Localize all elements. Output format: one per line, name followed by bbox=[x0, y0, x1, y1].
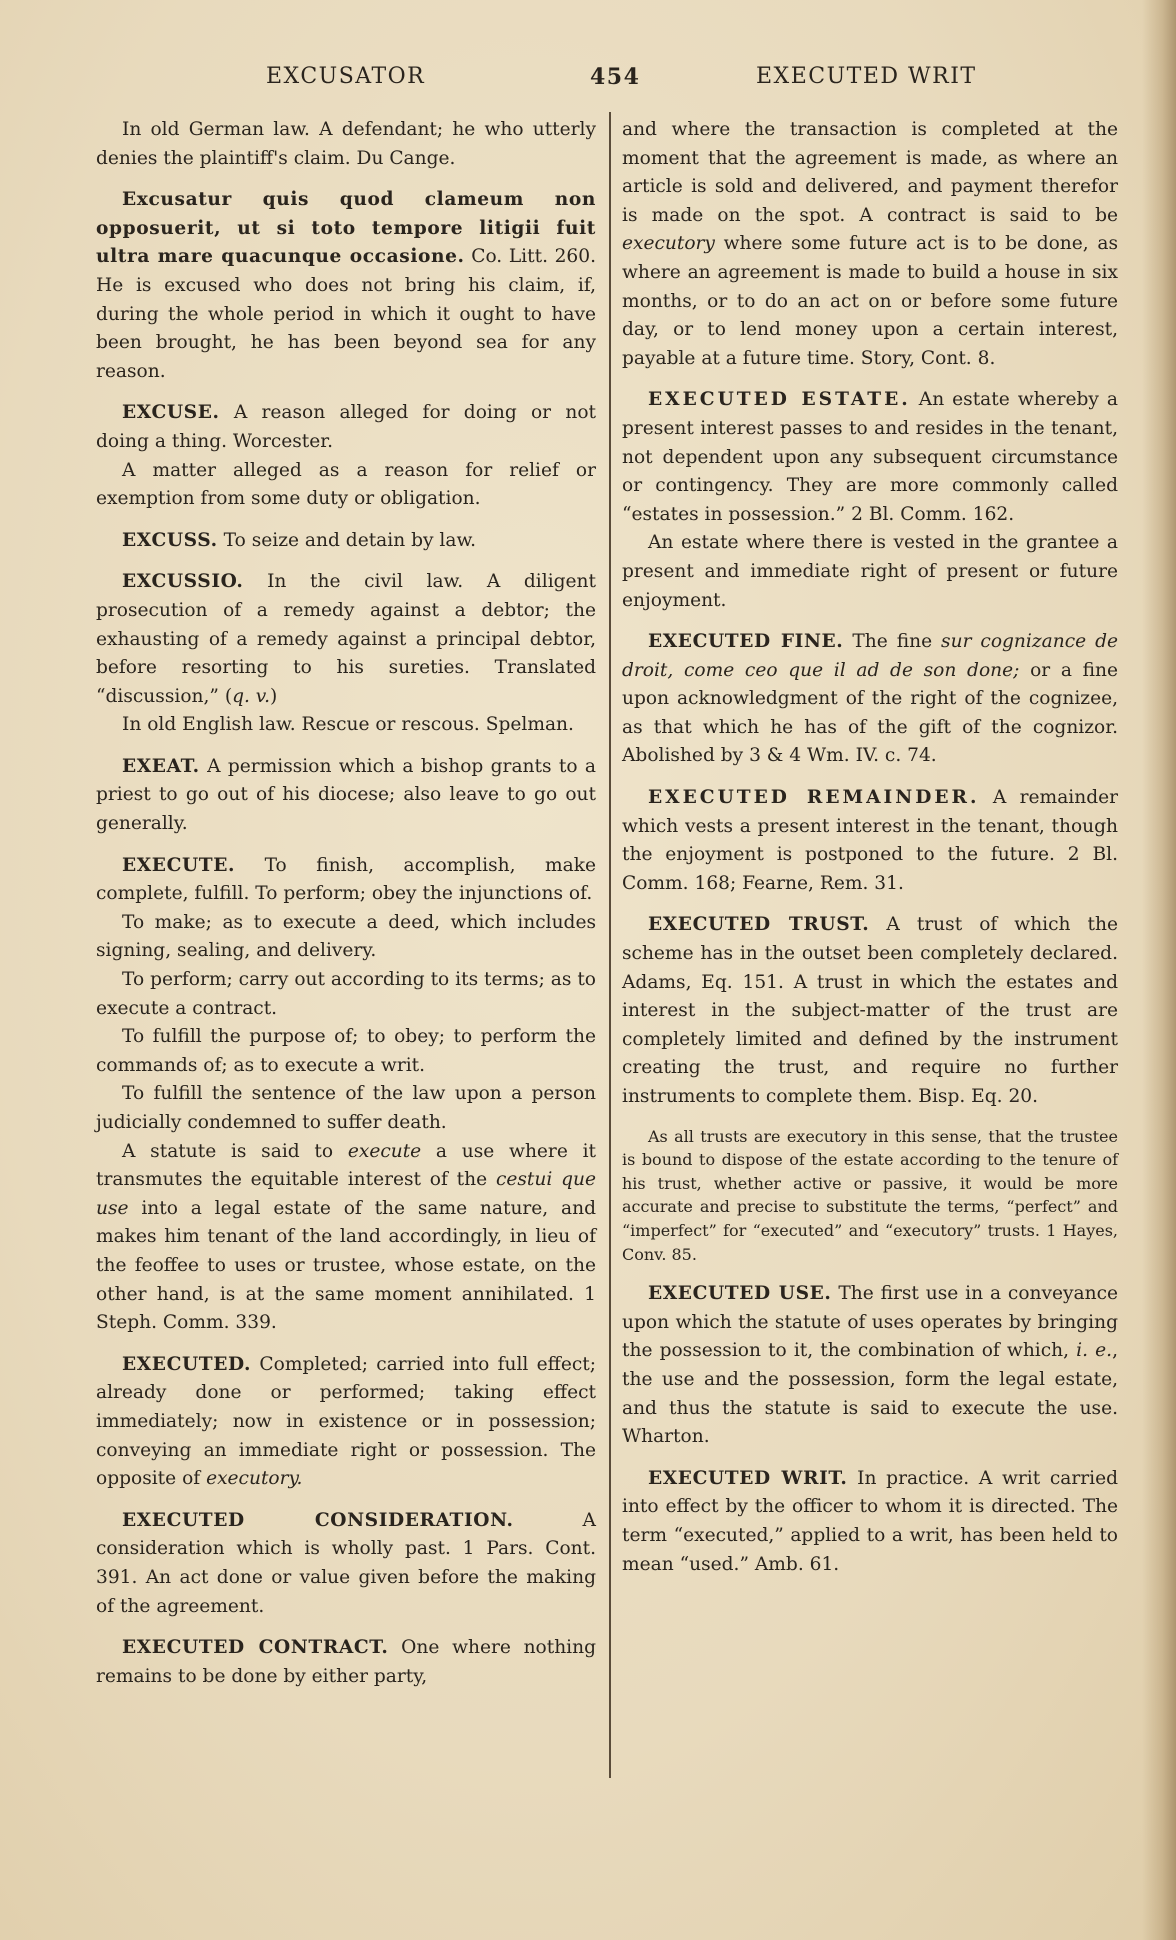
headword: EXECUTED CONSIDERATION. bbox=[122, 1509, 514, 1531]
trust-note: As all trusts are executory in this sense, that the trustee is bound to dispose of the estate according to the tenure of his trust, whether active or passive, it would be more accurate and precise to substitute the terms, “perfect” and “imperfect” for “executed” and “executory” trusts. 1 Hayes, Conv. 85. bbox=[622, 1126, 1118, 1264]
entry-text: A matter alleged as a reason for relief or exemption from some duty or obligation. bbox=[96, 459, 596, 510]
headword: EXECUTED FINE. bbox=[648, 631, 844, 653]
entry-text: A permission which a bishop grants to a priest to go out of his diocese; also leave to go out generally. bbox=[96, 755, 596, 835]
entry-executed-contract bbox=[96, 1634, 596, 1691]
headword: EXECUTED REMAINDER. bbox=[648, 787, 980, 809]
header-right-guide-word: EXECUTED WRIT bbox=[756, 64, 977, 89]
cross-reference: q. v. bbox=[232, 685, 271, 707]
entry-text: or a fine upon acknowledgment of the right of the cognizee, as that which he has of the gift of the cognizor. Abolished by 3 & 4 Wm. IV. c. 74. bbox=[622, 659, 1118, 767]
entry-executed-consideration bbox=[96, 1507, 596, 1621]
entry-text: , the use and the possession, form the legal estate, and thus the statute is said to execute the use. Wharton. bbox=[622, 1340, 1118, 1448]
headword: EXECUTED. bbox=[122, 1353, 252, 1375]
italic-term: execute bbox=[347, 1140, 422, 1162]
entry-text: Completed; carried into full effect; already done or performed; taking effect immediately; now in existence or in possession; conveying an immediate right or possession. The opposite of bbox=[96, 1353, 596, 1490]
headword: EXECUTED TRUST. bbox=[648, 914, 870, 936]
headword: EXCUSE. bbox=[122, 402, 220, 424]
entry-text: a use where it transmutes the equitable interest of the bbox=[96, 1140, 596, 1191]
entry-text: To seize and detain by law. bbox=[217, 529, 477, 551]
entry-executed bbox=[96, 1351, 596, 1494]
entry-text: To fulfill the sentence of the law upon a person judicially condemned to suffer death. bbox=[96, 1083, 596, 1133]
headword: EXECUTED WRIT. bbox=[648, 1467, 848, 1489]
entry-executed-use bbox=[622, 1280, 1118, 1452]
entry-text: The fine bbox=[843, 631, 942, 653]
italic-term: executory. bbox=[206, 1468, 303, 1490]
entry-execute bbox=[96, 852, 596, 1338]
right-column bbox=[622, 116, 1118, 1592]
page-number: 454 bbox=[590, 64, 641, 90]
running-header bbox=[96, 64, 996, 98]
italic-term: executory bbox=[622, 233, 715, 255]
italic-term: i. e. bbox=[1076, 1340, 1113, 1362]
entry-excussio bbox=[96, 568, 596, 740]
entry-text: A consideration which is wholly past. 1 Pars. Cont. 391. An act done or value given before the making of the agreement. bbox=[96, 1509, 596, 1617]
entry-exeat bbox=[96, 753, 596, 839]
entry-excuse bbox=[96, 399, 596, 513]
entry-excuss bbox=[96, 527, 596, 556]
headword: EXCUSS. bbox=[122, 529, 218, 551]
entry-text: into a legal estate of the same nature, and makes him tenant of the land accordingly, in lieu of the feoffee to uses or trustee, whose estate, on the other hand, is at the same moment annihilated. 1 Steph. Comm. 339. bbox=[96, 1197, 596, 1334]
headword: EXCUSSIO. bbox=[122, 571, 244, 593]
column-divider bbox=[609, 112, 611, 1778]
headword: EXECUTED USE. bbox=[648, 1283, 832, 1305]
entry-text: An estate where there is vested in the grantee a present and immediate right of present or future enjoyment. bbox=[622, 532, 1118, 611]
headword: Excusatur quis quod clameum non opposuerit, ut si toto tempore litigii fuit ultra mare quacunque occasione. bbox=[96, 189, 596, 268]
entry-text: To perform; carry out according to its terms; as to execute a contract. bbox=[96, 969, 596, 1019]
italic-term: sur cognizance de droit, come ceo que il ad de son done; bbox=[622, 631, 1118, 681]
entry-executed-contract-continued bbox=[622, 116, 1118, 373]
entry-text: To make; as to execute a deed, which includes signing, sealing, and delivery. bbox=[96, 911, 596, 962]
entry-text: In old German law. A defendant; he who utterly denies the plaintiff's claim. Du Cange. bbox=[96, 119, 596, 169]
entry-text: Co. Litt. 260. He is excused who does not bring his claim, if, during the whole period in which it ought to have been brought, he has been beyond sea for any reason. bbox=[96, 246, 596, 382]
entry-text: A trust of which the scheme has in the outset been completely declared. Adams, Eq. 151. A trust in which the estates and interest in the subject-matter of the trust are completely limited and defined by the instrument creating the trust, and require no further instruments to complete them. Bisp. Eq. 20. bbox=[622, 914, 1118, 1107]
entry-text: and where the transaction is completed at the moment that the agreement is made, as where an article is sold and delivered, and payment therefor is made on the spot. A contract is said to be bbox=[622, 119, 1118, 226]
entry-text: In old English law. Rescue or rescous. Spelman. bbox=[122, 714, 574, 736]
entry-excusator-continued bbox=[96, 116, 596, 173]
headword: EXECUTE. bbox=[122, 854, 236, 876]
entry-text: In practice. A writ carried into effect by the officer to whom it is directed. The term “executed,” applied to a writ, has been held to mean “used.” Amb. 61. bbox=[622, 1467, 1118, 1575]
entry-executed-estate bbox=[622, 386, 1118, 615]
entry-text: A remainder which vests a present interest in the tenant, though the enjoyment is postponed to the future. 2 Bl. Comm. 168; Fearne, Rem. 31. bbox=[622, 787, 1118, 894]
entry-text: A reason alleged for doing or not doing a thing. Worcester. bbox=[96, 402, 596, 452]
entry-text: ) bbox=[270, 685, 278, 707]
italic-term: cestui que use bbox=[96, 1169, 596, 1219]
entry-text: where some future act is to be done, as where an agreement is made to build a house in six months, or to do an act on or before some future day, or to lend money upon a certain interest, payable at a future time. Story, Cont. 8. bbox=[622, 233, 1118, 369]
entry-text: An estate whereby a present interest passes to and resides in the tenant, not dependent upon any subsequent circumstance or contingency. They are more commonly called “estates in possession.” 2 Bl. Comm. 162. bbox=[622, 389, 1118, 525]
entry-text: A statute is said to bbox=[122, 1140, 348, 1162]
page-edge-shadow bbox=[1142, 0, 1176, 1940]
entry-executed-remainder bbox=[622, 784, 1118, 898]
entry-text: In the civil law. A diligent prosecution of a remedy against a debtor; the exhausting of a remedy against a principal debtor, before resorting to his sureties. Translated “discussion,” ( bbox=[96, 571, 596, 707]
headword: EXEAT. bbox=[122, 755, 200, 777]
entry-executed-trust bbox=[622, 911, 1118, 1111]
entry-executed-writ bbox=[622, 1465, 1118, 1579]
entry-text: The first use in a conveyance upon which the statute of uses operates by bringing the possession to it, the combination of which, bbox=[622, 1283, 1119, 1362]
entry-text: One where nothing remains to be done by either party, bbox=[96, 1637, 597, 1687]
entry-text: To fulfill the purpose of; to obey; to perform the commands of; as to execute a writ. bbox=[96, 1026, 596, 1076]
entry-executed-fine bbox=[622, 628, 1118, 771]
entry-excusatur bbox=[96, 186, 596, 386]
entry-text: To finish, accomplish, make complete, fulfill. To perform; obey the injunctions of. bbox=[96, 854, 596, 905]
left-column bbox=[96, 116, 596, 1704]
headword: EXECUTED CONTRACT. bbox=[122, 1637, 389, 1659]
headword: EXECUTED ESTATE. bbox=[648, 389, 911, 411]
header-left-guide-word: EXCUSATOR bbox=[266, 64, 426, 89]
